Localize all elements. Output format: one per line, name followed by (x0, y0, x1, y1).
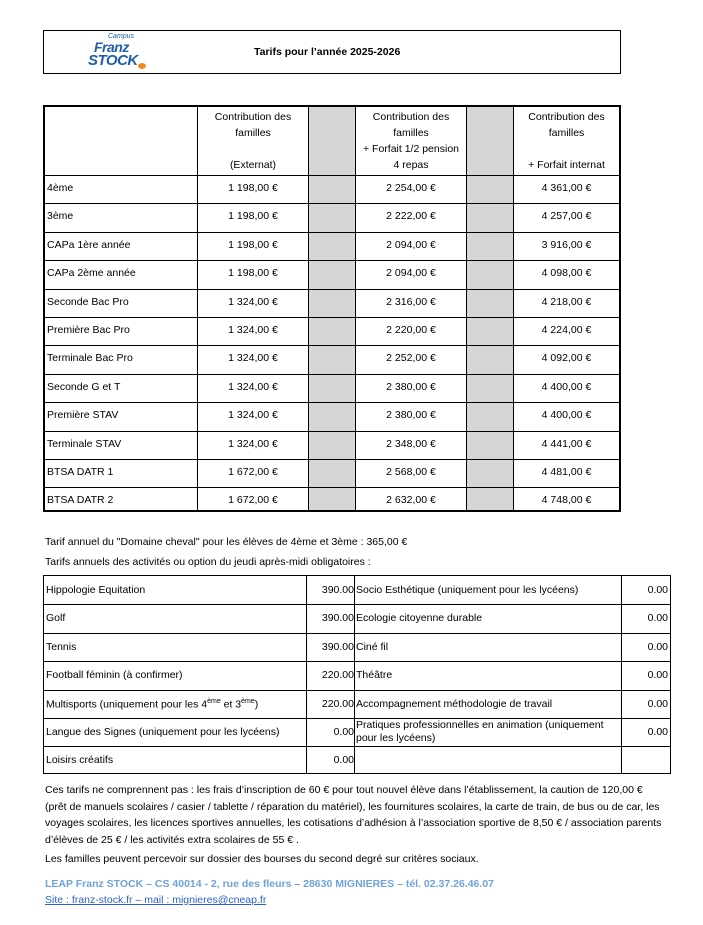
table-row (45, 459, 619, 487)
demi-pension-value: 2 094,00 € (386, 238, 436, 251)
table-row (45, 402, 619, 430)
internat-value: 4 098,00 € (541, 267, 592, 280)
demi-pension-value: 2 632,00 € (386, 494, 436, 507)
table-row (45, 374, 619, 402)
activity-row (44, 576, 670, 604)
activity-name: Théâtre (356, 669, 393, 682)
activity-price: 220.00 (321, 697, 354, 710)
fee-table (43, 105, 621, 512)
row-label: Première Bac Pro (47, 324, 130, 336)
table-row (45, 175, 619, 203)
activity-row (44, 661, 670, 689)
activity-row (44, 633, 670, 661)
demi-pension-value: 2 348,00 € (386, 437, 436, 450)
externat-value: 1 672,00 € (228, 494, 278, 507)
table-row (45, 431, 619, 459)
activities-intro: Tarifs annuels des activités ou option du jeudi après-midi obligatoires : (45, 556, 371, 568)
internat-value: 4 481,00 € (541, 466, 592, 478)
internat-value: 4 092,00 € (541, 352, 592, 365)
internat-value: 4 218,00 € (541, 295, 592, 308)
activity-name: Ecologie citoyenne durable (356, 612, 483, 625)
activity-name: Multisports (uniquement pour les 4ème et 3ème) (46, 697, 259, 711)
internat-value: 4 224,00 € (541, 324, 592, 336)
demi-pension-value: 2 380,00 € (386, 380, 436, 393)
externat-value: 1 672,00 € (228, 466, 278, 478)
internat-value: 4 748,00 € (541, 494, 592, 507)
activity-row (44, 690, 670, 718)
footer-contact-link[interactable]: Site : franz-stock.fr – mail : mignieres@cneap.fr (45, 894, 267, 906)
externat-value: 1 324,00 € (228, 437, 278, 450)
demi-pension-value: 2 254,00 € (386, 182, 436, 194)
activity-price: 220.00 (321, 669, 354, 682)
activity-price: 0.00 (647, 612, 668, 625)
demi-pension-value: 2 316,00 € (386, 295, 436, 308)
externat-value: 1 198,00 € (228, 238, 278, 251)
table-row (45, 203, 619, 231)
activity-price: 0.00 (647, 584, 668, 596)
domaine-cheval-note: Tarif annuel du "Domaine cheval" pour les élèves de 4ème et 3ème : 365,00 € (45, 536, 408, 548)
activity-name: Accompagnement méthodologie de travail (356, 697, 553, 710)
externat-value: 1 324,00 € (228, 295, 278, 308)
activity-name: Golf (46, 612, 66, 625)
bourses-paragraph: Les familles peuvent percevoir sur dossier des bourses du second degré sur critères sociaux. (45, 853, 479, 865)
footer-address: LEAP Franz STOCK – CS 40014 - 2, rue des fleurs – 28630 MIGNIERES – tél. 02.37.26.46.07 (45, 878, 494, 890)
row-label: CAPa 1ère année (47, 238, 131, 251)
externat-value: 1 324,00 € (228, 352, 278, 365)
internat-value: 4 400,00 € (541, 380, 592, 393)
column-header-externat: Contribution des familles (Externat) (214, 111, 292, 171)
table-row (45, 260, 619, 288)
activity-price: 390.00 (321, 612, 354, 625)
internat-value: 4 257,00 € (541, 210, 592, 223)
row-label: 4ème (47, 182, 74, 194)
activity-name: Ciné fil (356, 640, 389, 653)
demi-pension-value: 2 380,00 € (386, 409, 436, 422)
column-header-internat: Contribution des familles + Forfait internat (528, 111, 605, 171)
internat-value: 4 400,00 € (541, 409, 592, 422)
exclusions-paragraph: Ces tarifs ne comprennent pas : les frais d’inscription de 60 € pour tout nouvel élève dans l’établissement, la caution de 120,00 € (prêt de manuels scolaires / casier / tablette / réparation du matériel), les fournitures scolaires, la carte de train, de bus ou de car, les voyages scolaires, les licences sportives annuelles, les cotisations d’adhésion à l’association sportive de 8,50 € / association parents d’élèves de 25 € / les activités extra scolaires de 55 € . (45, 784, 662, 846)
activity-price: 0.00 (333, 726, 354, 738)
externat-value: 1 324,00 € (228, 324, 278, 336)
externat-value: 1 198,00 € (228, 182, 278, 194)
page-header (43, 30, 621, 74)
activity-name: Tennis (46, 640, 77, 653)
logo-stock-text: STOCK (88, 52, 138, 69)
demi-pension-value: 2 252,00 € (386, 352, 436, 365)
externat-value: 1 324,00 € (228, 409, 278, 422)
row-label: 3ème (47, 210, 74, 223)
externat-value: 1 198,00 € (228, 267, 278, 280)
demi-pension-value: 2 568,00 € (386, 466, 436, 478)
row-label: Terminale STAV (47, 437, 122, 450)
table-row (45, 289, 619, 317)
externat-value: 1 198,00 € (228, 210, 278, 223)
activities-table (43, 575, 671, 774)
activity-name: Hippologie Equitation (46, 584, 146, 596)
row-label: Première STAV (47, 409, 119, 422)
demi-pension-value: 2 220,00 € (386, 324, 436, 336)
activity-price: 390.00 (321, 640, 354, 653)
logo-swoosh-icon (138, 63, 146, 69)
activity-price: 390.00 (321, 584, 354, 596)
activity-price: 0.00 (647, 640, 668, 653)
activity-name: Loisirs créatifs (46, 754, 114, 767)
table-row (45, 487, 619, 515)
page-title: Tarifs pour l’année 2025-2026 (254, 46, 401, 58)
logo-campus-text: Campus (108, 33, 135, 40)
row-label: Seconde Bac Pro (47, 295, 129, 308)
demi-pension-value: 2 222,00 € (386, 210, 436, 223)
row-label: Terminale Bac Pro (47, 352, 133, 365)
row-label: Seconde G et T (47, 380, 121, 393)
activity-name: Socio Esthétique (uniquement pour les lycéens) (356, 584, 579, 596)
logo-franz-text: Franz (94, 39, 129, 55)
activity-price: 0.00 (333, 754, 354, 767)
row-label: CAPa 2ème année (47, 267, 136, 280)
activity-price: 0.00 (647, 669, 668, 682)
activity-price: 0.00 (647, 697, 668, 710)
franz-stock-logo (64, 33, 138, 73)
internat-value: 4 361,00 € (541, 182, 592, 194)
activity-price: 0.00 (647, 726, 668, 738)
externat-value: 1 324,00 € (228, 380, 278, 393)
internat-value: 3 916,00 € (541, 238, 592, 251)
column-header-demi-pension: Contribution des familles + Forfait 1/2 pension 4 repas (362, 111, 460, 171)
activity-name: Langue des Signes (uniquement pour les lycéens) (46, 726, 280, 738)
demi-pension-value: 2 094,00 € (386, 267, 436, 280)
activity-name: Pratiques professionnelles en animation (uniquement pour les lycéens) (356, 719, 604, 744)
row-label: BTSA DATR 2 (47, 494, 114, 507)
table-row (45, 345, 619, 373)
activity-row (44, 746, 670, 774)
row-label: BTSA DATR 1 (47, 466, 114, 478)
activity-row (44, 718, 670, 746)
activity-name: Football féminin (à confirmer) (46, 669, 183, 682)
activity-row (44, 604, 670, 632)
table-row (45, 232, 619, 260)
internat-value: 4 441,00 € (541, 437, 592, 450)
table-row (45, 317, 619, 345)
